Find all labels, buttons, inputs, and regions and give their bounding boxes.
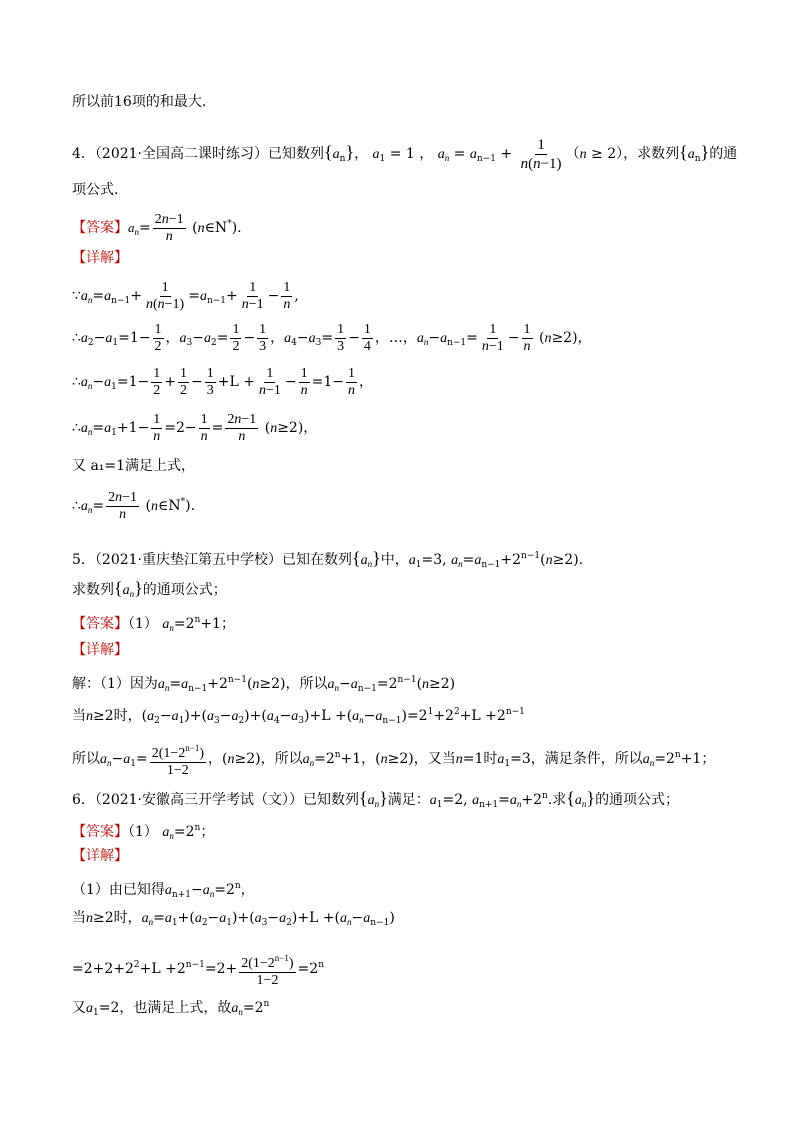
question-5-answer: 【答案】（1） $a_n=2^n+1$； <box>72 615 235 633</box>
q4-step-3: $\therefore a_n-a_1=1-$ $\frac{1}{2}$ + $\frac{1}{2}$ − $\frac{1}{3}$ +L + $\frac{1}{n-1}$ − $\frac{1}{n}$ =1− $\frac{1}{n}$ ， <box>72 365 373 398</box>
q4-step-5: 又 a₁=1满足上式， <box>72 458 196 474</box>
question-5-stem: 5．（2021·重庆垫江第五中学校）已知在数列$\{a_n\}$中，$a_1=3$, $a_n=a_{n-1}+2^{n-1}(n\ge 2)$. <box>72 548 584 570</box>
conclusion-text: 所以前16项的和最大． <box>72 94 216 110</box>
question-6-stem: 6．（2021·安徽高三开学考试（文））已知数列$\{a_n\}$满足：$a_1=2$, $a_{n+1}=a_n+2^n$.求$\{a_n\}$的通项公式； <box>72 788 680 810</box>
q6-step-4: 又$a_1=2$，也满足上式，故$a_n=2^n$ <box>72 999 270 1018</box>
question-5-stem-cont: 求数列$\{a_n\}$的通项公式； <box>72 578 227 599</box>
q6-step-1: （1）由已知得$a_{n+1}-a_n=2^n$， <box>72 881 255 900</box>
q4-step-2: $\therefore a_2-a_1=1-$ $\frac{1}{2}$ ，$a_3-a_2=$ $\frac{1}{2}$ − $\frac{1}{3}$ ，$a_4-a_3=$ $\frac{1}{3}$ − $\frac{1}{4}$ ，…，$a_n-a_{n-1}=$ $\frac{1}{n-1}$ − $\frac{1}{n}$ (n≥2)， <box>72 321 592 354</box>
question-4-detail-tag: 【详解】 <box>72 250 128 266</box>
question-6-detail-tag: 【详解】 <box>72 848 128 864</box>
q6-step-3: $=2+2+2^2+L +2^{n-1}=2+$ $\frac{2(1-2^{n-1})}{1-2}$ $=2^n$ <box>72 944 324 986</box>
q5-step-2: 当n≥2时，$(a_2-a_1)+(a_3-a_2)+(a_4-a_3)+L +(a_n-a_{n-1})=2^1+2^2+L +2^{n-1}$ <box>72 707 525 726</box>
q6-step-2: 当n≥2时，$a_n=a_1+(a_2-a_1)+(a_3-a_2)+L +(a_n-a_{n-1})$ <box>72 910 395 928</box>
q4-step-1: $\because a_n=a_{n-1}+$ $\frac{1}{n(n-1)}$ $=a_{n-1}+$ $\frac{1}{n-1}$ − $\frac{1}{n}$ , <box>72 279 299 312</box>
question-4-answer: 【答案】$a_n=$ $\frac{2n-1}{n}$ (n∈N*). <box>72 211 242 244</box>
question-5-detail-tag: 【详解】 <box>72 642 128 658</box>
q4-step-4: $\therefore a_n=a_1+1-$ $\frac{1}{n}$ =2− $\frac{1}{n}$ = $\frac{2n-1}{n}$ (n≥2)， <box>72 411 318 444</box>
question-4-stem: 4．（2021·全国高二课时练习）已知数列$\{a_n\}$， $a_1 = 1$ ， $a_n = a_{n-1}$ + $\frac{1}{n(n-1)}$ （n ≥ 2），求数列$\{a_n\}$的通 <box>72 136 738 172</box>
q5-step-3: 所以$a_n-a_1=$ $\frac{2(1-2^{n-1})}{1-2}$ ，(n≥2)，所以$a_n=2^n+1$，(n≥2)，又当n=1时$a_1=3$，满足条件，所以$a_n=2^n+1$； <box>72 734 715 776</box>
question-6-answer: 【答案】（1） $a_n=2^n$； <box>72 823 215 841</box>
q5-step-1: 解：（1）因为$a_n=a_{n-1}+2^{n-1}(n\ge 2)$，所以$a_n-a_{n-1}=2^{n-1}(n\ge 2)$ <box>72 675 456 694</box>
question-4-stem-cont: 项公式． <box>72 182 128 198</box>
q4-step-6: $\therefore a_n=$ $\frac{2n-1}{n}$ (n∈N*). <box>72 489 196 522</box>
